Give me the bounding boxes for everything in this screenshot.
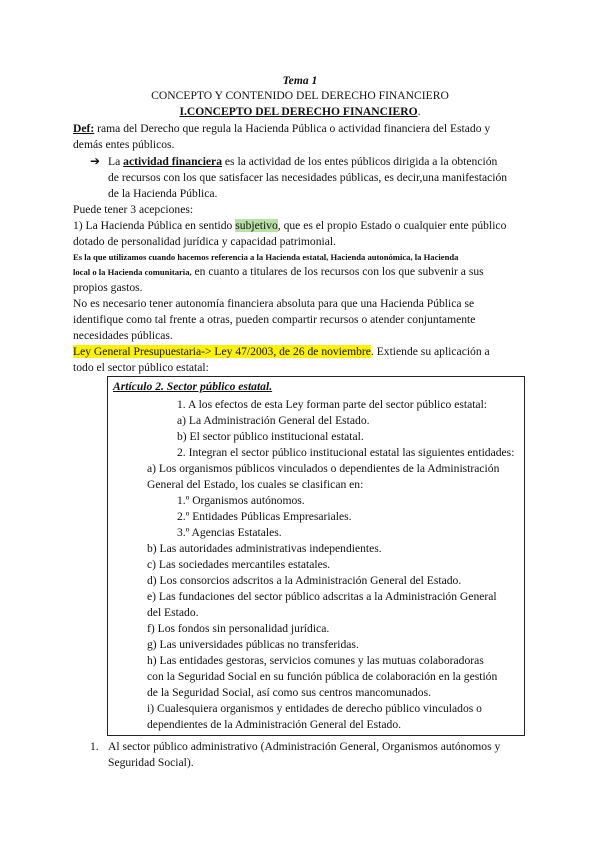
article-line: 2.º Entidades Públicas Empresariales. xyxy=(177,510,352,523)
bullet-text-3: de la Hacienda Pública. xyxy=(108,187,218,200)
article-line: a) Los organismos públicos vinculados o dependientes de la Administración xyxy=(147,462,500,475)
ley-highlight: Ley General Presupuestaria-> Ley 47/2003, de 26 de noviembre xyxy=(73,345,371,358)
acepciones-intro: Puede tener 3 acepciones: xyxy=(73,203,194,216)
article-line: 3.º Agencias Estatales. xyxy=(177,526,282,539)
article-line: del Estado. xyxy=(147,606,199,619)
document-title: CONCEPTO Y CONTENIDO DEL DERECHO FINANCIERO xyxy=(151,89,449,102)
bullet-text-2: de recursos con los que satisfacer las necesidades públicas, es decir,una manifestación xyxy=(108,171,508,184)
article-line: b) El sector público institucional estatal. xyxy=(177,430,364,443)
bullet-term: actividad financiera xyxy=(123,155,223,168)
subjetivo-highlight: subjetivo xyxy=(235,219,278,232)
section-heading xyxy=(0,104,600,119)
article-line: b) Las autoridades administrativas independientes. xyxy=(147,542,382,555)
section-heading-text: I.CONCEPTO DEL DERECHO FINANCIERO xyxy=(179,105,418,118)
bullet-line-1 xyxy=(108,154,497,169)
definition-line xyxy=(73,121,490,136)
def-text-1: rama del Derecho que regula la Hacienda Pública o actividad financiera del Estado y xyxy=(94,122,491,135)
article-line: de la Seguridad Social, así como sus centros mancomunados. xyxy=(147,686,431,699)
article-line: f) Los fondos sin personalidad jurídica. xyxy=(147,622,330,635)
hacienda-small-line-2: local o la Hacienda comunitaria, xyxy=(73,267,192,277)
article-line: c) Las sociedades mercantiles estatales. xyxy=(147,558,331,571)
article-line: 1. A los efectos de esta Ley forman parte del sector público estatal: xyxy=(177,398,488,411)
bullet-text-1: es la actividad de los entes públicos dirigida a la obtención xyxy=(222,155,498,168)
article-line: dependientes de la Administración General del Estado. xyxy=(147,718,402,731)
autonomia-line-1: No es necesario tener autonomía financiera absoluta para que una Hacienda Pública se xyxy=(73,297,475,310)
acepcion-1-line-2: dotado de personalidad jurídica y capacidad patrimonial. xyxy=(73,235,337,248)
article-line: h) Las entidades gestoras, servicios comunes y las mutuas colaboradoras xyxy=(147,654,484,667)
final-number: 1. xyxy=(90,740,99,753)
def-label: Def: xyxy=(73,122,95,135)
article-line: i) Cualesquiera organismos y entidades de derecho público vinculados o xyxy=(147,702,482,715)
autonomia-line-3: necesidades públicas. xyxy=(73,329,173,342)
final-line-1: Al sector público administrativo (Administración General, Organismos autónomos y xyxy=(108,740,501,753)
article-line: g) Las universidades públicas no transferidas. xyxy=(147,638,359,651)
bullet-lead: La xyxy=(108,155,124,168)
acepcion-1-pre: 1) La Hacienda Pública en sentido xyxy=(73,219,236,232)
article-line: a) La Administración General del Estado. xyxy=(177,414,370,427)
ley-line-2: todo el sector público estatal: xyxy=(73,361,209,374)
hacienda-line-3: propios gastos. xyxy=(73,281,143,294)
hacienda-line-2-rest: en cuanto a titulares de los recursos con los que subvenir a sus xyxy=(191,265,484,278)
section-heading-dot: . xyxy=(417,105,421,118)
arrow-icon: ➔ xyxy=(90,154,101,168)
article-line: d) Los consorcios adscritos a la Administración General del Estado. xyxy=(147,574,462,587)
article-title-text: Artículo 2. Sector público estatal. xyxy=(113,380,273,393)
acepcion-1-post: , que es el propio Estado o cualquier ente público xyxy=(277,219,507,232)
def-text-2: demás entes públicos. xyxy=(73,138,175,151)
article-line: e) Las fundaciones del sector público adscritas a la Administración General xyxy=(147,590,497,603)
autonomia-line-2: identifique como tal frente a otras, pueden compartir recursos o atender conjuntamente xyxy=(73,313,476,326)
acepcion-1-line xyxy=(73,218,506,233)
article-line: General del Estado, los cuales se clasifican en: xyxy=(147,478,364,491)
article-line: 1.º Organismos autónomos. xyxy=(177,494,305,507)
hacienda-line-2 xyxy=(73,264,484,280)
article-title xyxy=(113,379,272,394)
final-line-2: Seguridad Social). xyxy=(108,756,194,769)
tema-label: Tema 1 xyxy=(282,74,318,87)
hacienda-small-line-1: Es la que utilizamos cuando hacemos referencia a la Hacienda estatal, Hacienda autonómica, la Hacienda xyxy=(73,252,459,262)
ley-rest: . Extiende su aplicación a xyxy=(370,345,490,358)
article-line: 2. Integran el sector público institucional estatal las siguientes entidades: xyxy=(177,446,515,459)
ley-line-1 xyxy=(73,344,490,359)
article-line: con la Seguridad Social en su función pública de colaboración en la gestión xyxy=(147,670,498,683)
